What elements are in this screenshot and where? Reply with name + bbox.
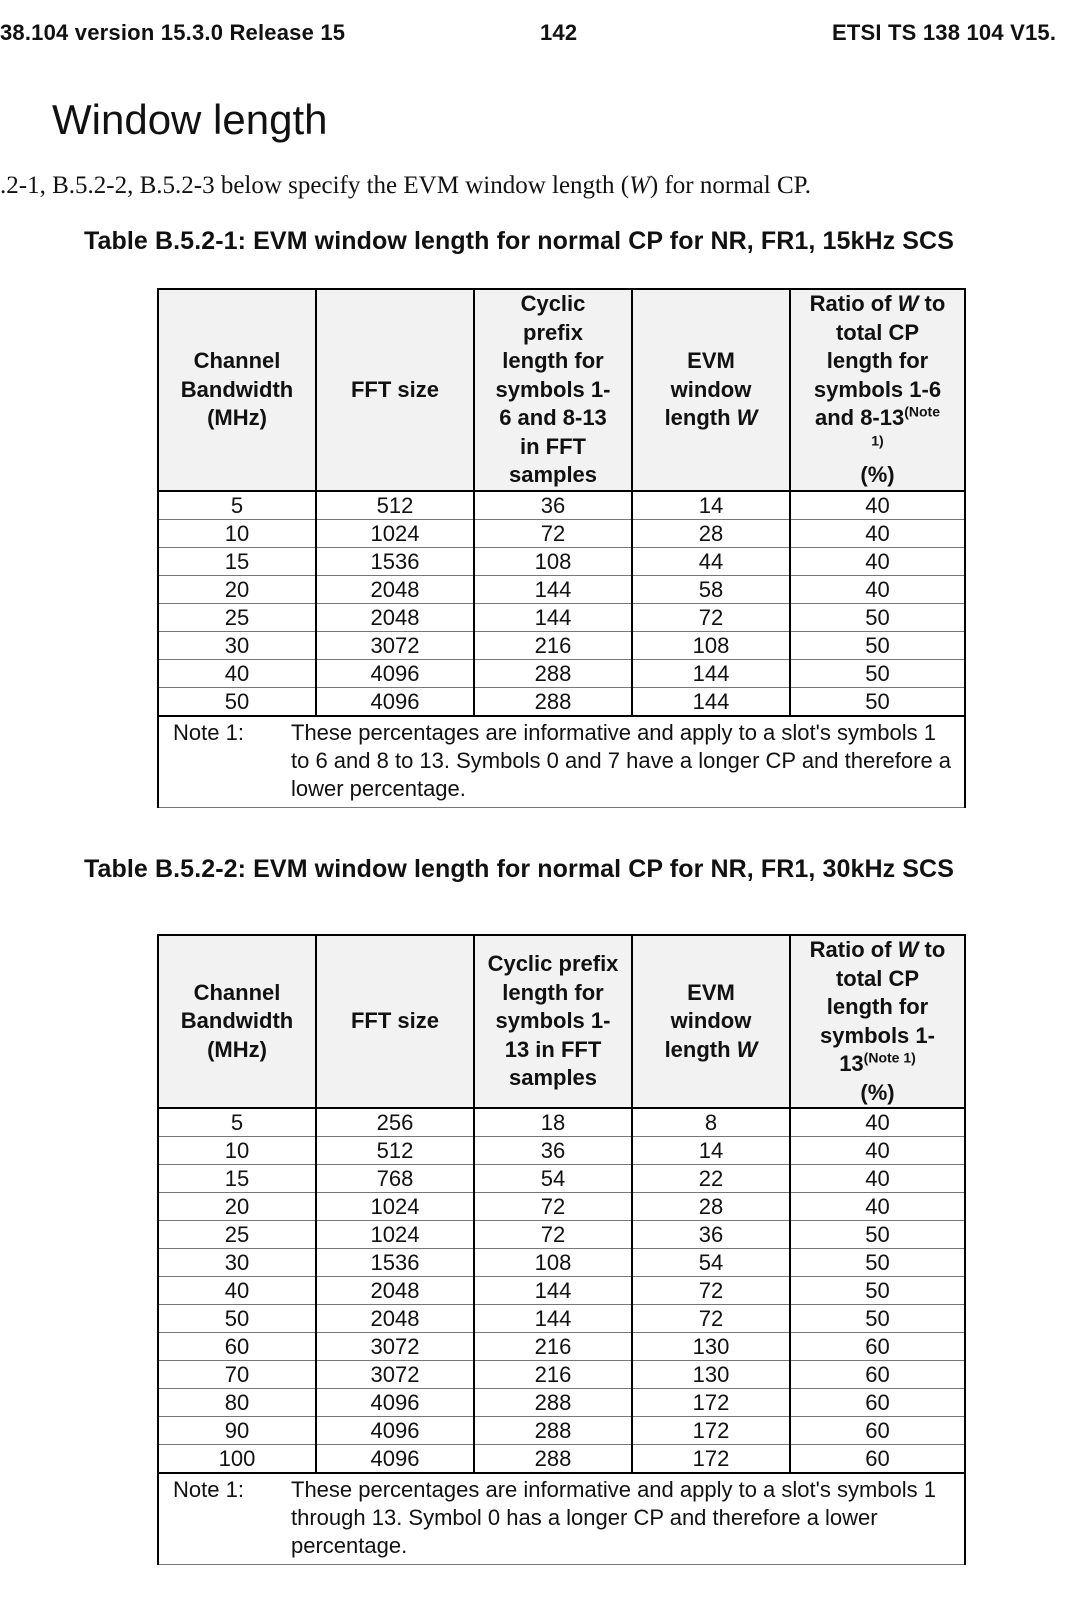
cell-evm-window: 72 — [632, 603, 790, 631]
cell-evm-window: 14 — [632, 1137, 790, 1165]
cell-fft-size: 2048 — [316, 1277, 474, 1305]
table2-header-ratio — [790, 935, 965, 1108]
cell-fft-size: 1536 — [316, 547, 474, 575]
cell-channel-bw: 100 — [158, 1445, 316, 1474]
table2-header-ratio-mid: to total CP length for symbols 1-13 — [820, 937, 946, 1076]
table-row — [158, 1389, 965, 1417]
table2-header-ratio-unit: (%) — [860, 1079, 895, 1105]
cell-ratio: 40 — [790, 547, 965, 575]
cell-channel-bw: 30 — [158, 631, 316, 659]
cell-channel-bw: 25 — [158, 1221, 316, 1249]
table1-header-evm-text: EVM window length — [664, 348, 752, 430]
table2-header-evm-italic-w: W — [736, 1036, 758, 1062]
cell-cp-length: 108 — [474, 1249, 632, 1277]
table2-header-channel-bandwidth-text: Channel Bandwidth (MHz) — [180, 979, 294, 1062]
table-row — [158, 631, 965, 659]
table1-header-ratio-unit: (%) — [860, 462, 895, 487]
intro-text-end: ) for normal CP. — [649, 172, 812, 199]
cell-fft-size: 4096 — [316, 659, 474, 687]
table2-caption: Table B.5.2-2: EVM window length for normal CP for NR, FR1, 30kHz SCS — [84, 855, 954, 883]
table-row — [158, 1333, 965, 1361]
cell-channel-bw: 10 — [158, 519, 316, 547]
table-row — [158, 1193, 965, 1221]
cell-evm-window: 108 — [632, 631, 790, 659]
cell-evm-window: 36 — [632, 1221, 790, 1249]
table1-note-cell — [158, 716, 965, 808]
table1-header-cyclic-prefix-text: Cyclic prefix length for symbols 1-6 and 8-13 in FFT samples — [495, 291, 611, 487]
cell-ratio: 60 — [790, 1445, 965, 1474]
cell-ratio: 60 — [790, 1333, 965, 1361]
cell-channel-bw: 5 — [158, 491, 316, 520]
cell-ratio: 50 — [790, 659, 965, 687]
table2-note-row — [158, 1473, 965, 1565]
cell-fft-size: 4096 — [316, 687, 474, 716]
table1-header-ratio-italic-w: W — [897, 291, 919, 316]
cell-fft-size: 768 — [316, 1165, 474, 1193]
cell-ratio: 40 — [790, 1165, 965, 1193]
cell-channel-bw: 40 — [158, 659, 316, 687]
cell-ratio: 40 — [790, 1108, 965, 1137]
table2-header-channel-bandwidth — [158, 935, 316, 1108]
cell-fft-size: 4096 — [316, 1445, 474, 1474]
intro-paragraph — [0, 172, 811, 200]
cell-cp-length: 144 — [474, 575, 632, 603]
table-row — [158, 1277, 965, 1305]
cell-channel-bw: 25 — [158, 603, 316, 631]
table1-caption: Table B.5.2-1: EVM window length for normal CP for NR, FR1, 15kHz SCS — [84, 227, 954, 255]
cell-ratio: 40 — [790, 1193, 965, 1221]
cell-channel-bw: 70 — [158, 1361, 316, 1389]
cell-cp-length: 36 — [474, 1137, 632, 1165]
table-row — [158, 575, 965, 603]
cell-ratio: 50 — [790, 631, 965, 659]
cell-channel-bw: 30 — [158, 1249, 316, 1277]
header-etsi-reference: ETSI TS 138 104 V15. — [832, 20, 1057, 45]
table-row — [158, 603, 965, 631]
cell-cp-length: 18 — [474, 1108, 632, 1137]
cell-evm-window: 130 — [632, 1333, 790, 1361]
cell-evm-window: 72 — [632, 1305, 790, 1333]
table1-note-row — [158, 716, 965, 808]
header-spec-version: 38.104 version 15.3.0 Release 15 — [0, 20, 346, 45]
cell-ratio: 60 — [790, 1417, 965, 1445]
table1-header-evm-italic-w: W — [736, 405, 758, 430]
table2-note-cell — [158, 1473, 965, 1565]
intro-italic-w: W — [629, 172, 650, 199]
cell-cp-length: 216 — [474, 1361, 632, 1389]
table1-header-evm-window-text — [633, 347, 789, 433]
table2-header-evm-window — [632, 935, 790, 1108]
cell-cp-length: 72 — [474, 1221, 632, 1249]
cell-fft-size: 256 — [316, 1108, 474, 1137]
cell-fft-size: 2048 — [316, 575, 474, 603]
table-row — [158, 547, 965, 575]
cell-cp-length: 288 — [474, 1445, 632, 1474]
cell-cp-length: 288 — [474, 1389, 632, 1417]
table-row — [158, 659, 965, 687]
cell-evm-window: 130 — [632, 1361, 790, 1389]
table1-header-channel-bandwidth — [158, 289, 316, 491]
intro-text-start: .2-1, B.5.2-2, B.5.2-3 below specify the EVM window length ( — [0, 172, 630, 199]
cell-channel-bw: 20 — [158, 575, 316, 603]
cell-evm-window: 14 — [632, 491, 790, 520]
cell-fft-size: 2048 — [316, 1305, 474, 1333]
table-row — [158, 1417, 965, 1445]
cell-fft-size: 3072 — [316, 1361, 474, 1389]
section-heading: Window length — [52, 96, 328, 143]
cell-cp-length: 54 — [474, 1165, 632, 1193]
cell-ratio: 50 — [790, 1305, 965, 1333]
cell-ratio: 60 — [790, 1389, 965, 1417]
cell-fft-size: 4096 — [316, 1417, 474, 1445]
cell-ratio: 50 — [790, 1221, 965, 1249]
table-row — [158, 687, 965, 716]
table-row — [158, 1361, 965, 1389]
table-row — [158, 1249, 965, 1277]
cell-evm-window: 72 — [632, 1277, 790, 1305]
cell-evm-window: 172 — [632, 1417, 790, 1445]
table1-header-ratio-prefix: Ratio of — [809, 291, 898, 316]
table1-evm-window-15khz — [157, 288, 966, 808]
table-row — [158, 1221, 965, 1249]
cell-cp-length: 216 — [474, 631, 632, 659]
table-row — [158, 1165, 965, 1193]
cell-cp-length: 216 — [474, 1333, 632, 1361]
table2-note — [159, 1474, 964, 1564]
table2-header-cyclic-prefix-text: Cyclic prefix length for symbols 1-13 in FFT samples — [487, 951, 619, 1091]
cell-evm-window: 28 — [632, 1193, 790, 1221]
cell-ratio: 50 — [790, 687, 965, 716]
cell-cp-length: 72 — [474, 519, 632, 547]
cell-cp-length: 144 — [474, 603, 632, 631]
table1-header-ratio-note-ref: (Note 1) — [871, 403, 941, 449]
cell-evm-window: 54 — [632, 1249, 790, 1277]
cell-cp-length: 36 — [474, 491, 632, 520]
cell-cp-length: 108 — [474, 547, 632, 575]
table2-header-ratio-note-ref: (Note 1) — [863, 1049, 916, 1066]
cell-evm-window: 58 — [632, 575, 790, 603]
table1-header-ratio — [790, 289, 965, 491]
table-row — [158, 1108, 965, 1137]
table1-note-text: These percentages are informative and apply to a slot's symbols 1 to 6 and 8 to 13. Symbols 0 and 7 have a longer CP and therefore a lower percentage. — [291, 719, 952, 801]
cell-channel-bw: 15 — [158, 1165, 316, 1193]
table1-header-evm-window — [632, 289, 790, 491]
table-row — [158, 1445, 965, 1474]
table2-header-ratio-text — [791, 936, 964, 1107]
cell-channel-bw: 20 — [158, 1193, 316, 1221]
cell-ratio: 40 — [790, 519, 965, 547]
cell-evm-window: 22 — [632, 1165, 790, 1193]
table2-header-row — [158, 935, 965, 1108]
table-row — [158, 1137, 965, 1165]
table-row — [158, 1305, 965, 1333]
cell-evm-window: 44 — [632, 547, 790, 575]
cell-cp-length: 288 — [474, 687, 632, 716]
cell-fft-size: 3072 — [316, 1333, 474, 1361]
page-number: 142 — [540, 20, 578, 45]
cell-ratio: 50 — [790, 1249, 965, 1277]
cell-channel-bw: 60 — [158, 1333, 316, 1361]
table1-header-ratio-mid: to total CP length for symbols 1-6 and 8-13 — [813, 291, 946, 430]
cell-cp-length: 288 — [474, 659, 632, 687]
cell-evm-window: 144 — [632, 687, 790, 716]
cell-ratio: 40 — [790, 491, 965, 520]
table2-header-evm-window-text — [633, 979, 789, 1065]
table2-note-text: These percentages are informative and apply to a slot's symbols 1 through 13. Symbol 0 has a longer CP and therefore a lower percentage. — [291, 1477, 936, 1558]
cell-cp-length: 72 — [474, 1193, 632, 1221]
cell-channel-bw: 90 — [158, 1417, 316, 1445]
table2-header-ratio-prefix: Ratio of — [809, 937, 898, 962]
cell-ratio: 40 — [790, 1137, 965, 1165]
cell-fft-size: 1536 — [316, 1249, 474, 1277]
cell-fft-size: 1024 — [316, 1221, 474, 1249]
cell-channel-bw: 40 — [158, 1277, 316, 1305]
table2-evm-window-30khz — [157, 934, 966, 1565]
cell-fft-size: 512 — [316, 491, 474, 520]
cell-fft-size: 1024 — [316, 1193, 474, 1221]
table-row — [158, 519, 965, 547]
cell-evm-window: 8 — [632, 1108, 790, 1137]
table1-note — [159, 717, 964, 807]
table2-header-evm-text: EVM window length — [664, 979, 752, 1062]
table1-header-ratio-text — [791, 290, 964, 490]
table2-header-cyclic-prefix — [474, 935, 632, 1108]
table2-header-ratio-italic-w: W — [897, 937, 919, 962]
cell-fft-size: 4096 — [316, 1389, 474, 1417]
table2-header-fft-size: FFT size — [316, 935, 474, 1108]
cell-fft-size: 512 — [316, 1137, 474, 1165]
table1-header-cyclic-prefix — [474, 289, 632, 491]
cell-evm-window: 28 — [632, 519, 790, 547]
cell-channel-bw: 5 — [158, 1108, 316, 1137]
cell-evm-window: 172 — [632, 1389, 790, 1417]
cell-evm-window: 144 — [632, 659, 790, 687]
cell-fft-size: 1024 — [316, 519, 474, 547]
cell-cp-length: 144 — [474, 1305, 632, 1333]
cell-channel-bw: 15 — [158, 547, 316, 575]
cell-cp-length: 288 — [474, 1417, 632, 1445]
table-row — [158, 491, 965, 520]
cell-fft-size: 3072 — [316, 631, 474, 659]
cell-ratio: 50 — [790, 603, 965, 631]
table1-note-label: Note 1: — [173, 719, 244, 745]
cell-channel-bw: 10 — [158, 1137, 316, 1165]
table2-note-label: Note 1: — [173, 1477, 244, 1502]
table1-header-row — [158, 289, 965, 491]
cell-channel-bw: 50 — [158, 687, 316, 716]
table1-header-fft-size: FFT size — [316, 289, 474, 491]
cell-channel-bw: 50 — [158, 1305, 316, 1333]
cell-cp-length: 144 — [474, 1277, 632, 1305]
cell-ratio: 60 — [790, 1361, 965, 1389]
cell-ratio: 40 — [790, 575, 965, 603]
table1-header-channel-bandwidth-text: Channel Bandwidth (MHz) — [180, 348, 294, 430]
cell-channel-bw: 80 — [158, 1389, 316, 1417]
cell-fft-size: 2048 — [316, 603, 474, 631]
cell-evm-window: 172 — [632, 1445, 790, 1474]
cell-ratio: 50 — [790, 1277, 965, 1305]
